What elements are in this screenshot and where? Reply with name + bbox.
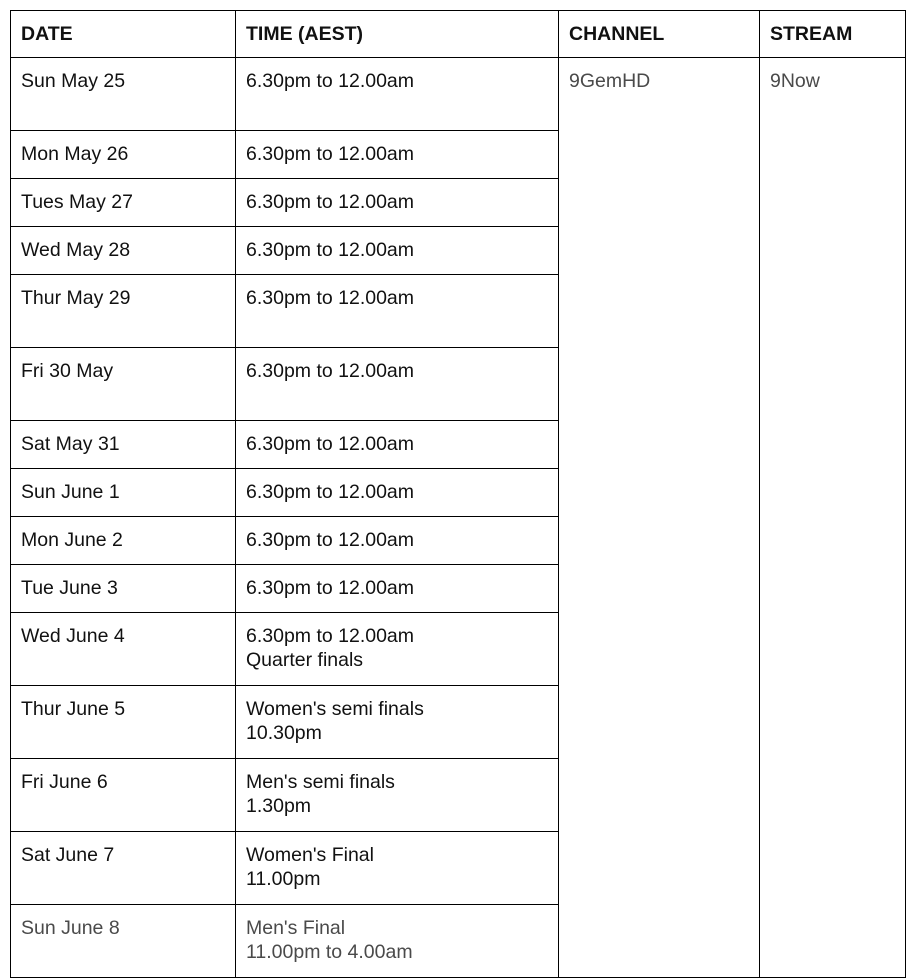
time-cell (236, 227, 559, 275)
date-cell: Thur May 29 (11, 275, 236, 348)
time-cell (236, 421, 559, 469)
header-date: DATE (11, 11, 236, 58)
header-stream: STREAM (760, 11, 906, 58)
time-cell (236, 686, 559, 759)
time-cell (236, 832, 559, 905)
date-cell: Mon May 26 (11, 131, 236, 179)
stream-cell: 9Now (760, 58, 906, 978)
date-cell: Thur June 5 (11, 686, 236, 759)
time-line: 6.30pm to 12.00am (246, 191, 415, 213)
header-channel: CHANNEL (559, 11, 760, 58)
time-line: Quarter finals (246, 649, 364, 671)
time-line: 6.30pm to 12.00am (246, 625, 415, 647)
time-cell (236, 517, 559, 565)
time-line: 11.00pm to 4.00am (246, 941, 413, 963)
date-cell: Mon June 2 (11, 517, 236, 565)
date-cell: Fri 30 May (11, 348, 236, 421)
time-line: Men's semi finals (246, 771, 395, 793)
date-cell: Tue June 3 (11, 565, 236, 613)
time-line: 6.30pm to 12.00am (246, 481, 415, 503)
date-cell: Sat May 31 (11, 421, 236, 469)
date-cell: Wed May 28 (11, 227, 236, 275)
time-line: 6.30pm to 12.00am (246, 360, 415, 382)
date-cell: Fri June 6 (11, 759, 236, 832)
time-cell (236, 759, 559, 832)
date-cell: Sun May 25 (11, 58, 236, 131)
time-line: 10.30pm (246, 722, 322, 744)
time-line: Men's Final (246, 917, 346, 939)
time-cell (236, 613, 559, 686)
time-cell (236, 131, 559, 179)
date-cell: Sun June 8 (11, 905, 236, 978)
time-line: 6.30pm to 12.00am (246, 70, 415, 92)
channel-cell: 9GemHD (559, 58, 760, 978)
time-cell (236, 348, 559, 421)
time-line: 6.30pm to 12.00am (246, 143, 415, 165)
time-line: 6.30pm to 12.00am (246, 433, 415, 455)
date-cell: Sat June 7 (11, 832, 236, 905)
time-line: 6.30pm to 12.00am (246, 529, 415, 551)
time-line: Women's Final (246, 844, 374, 866)
time-line: 6.30pm to 12.00am (246, 239, 415, 261)
date-cell: Wed June 4 (11, 613, 236, 686)
time-line: 6.30pm to 12.00am (246, 577, 415, 599)
time-cell (236, 469, 559, 517)
time-cell (236, 565, 559, 613)
time-cell (236, 905, 559, 978)
time-cell (236, 179, 559, 227)
time-line: 11.00pm (246, 868, 321, 890)
time-line: 6.30pm to 12.00am (246, 287, 415, 309)
header-time: TIME (AEST) (236, 11, 559, 58)
header-row (11, 11, 906, 58)
time-line: 1.30pm (246, 795, 312, 817)
time-cell (236, 58, 559, 131)
broadcast-schedule-table (10, 10, 906, 978)
time-cell (236, 275, 559, 348)
date-cell: Tues May 27 (11, 179, 236, 227)
time-line: Women's semi finals (246, 698, 424, 720)
date-cell: Sun June 1 (11, 469, 236, 517)
table-row (11, 58, 906, 131)
